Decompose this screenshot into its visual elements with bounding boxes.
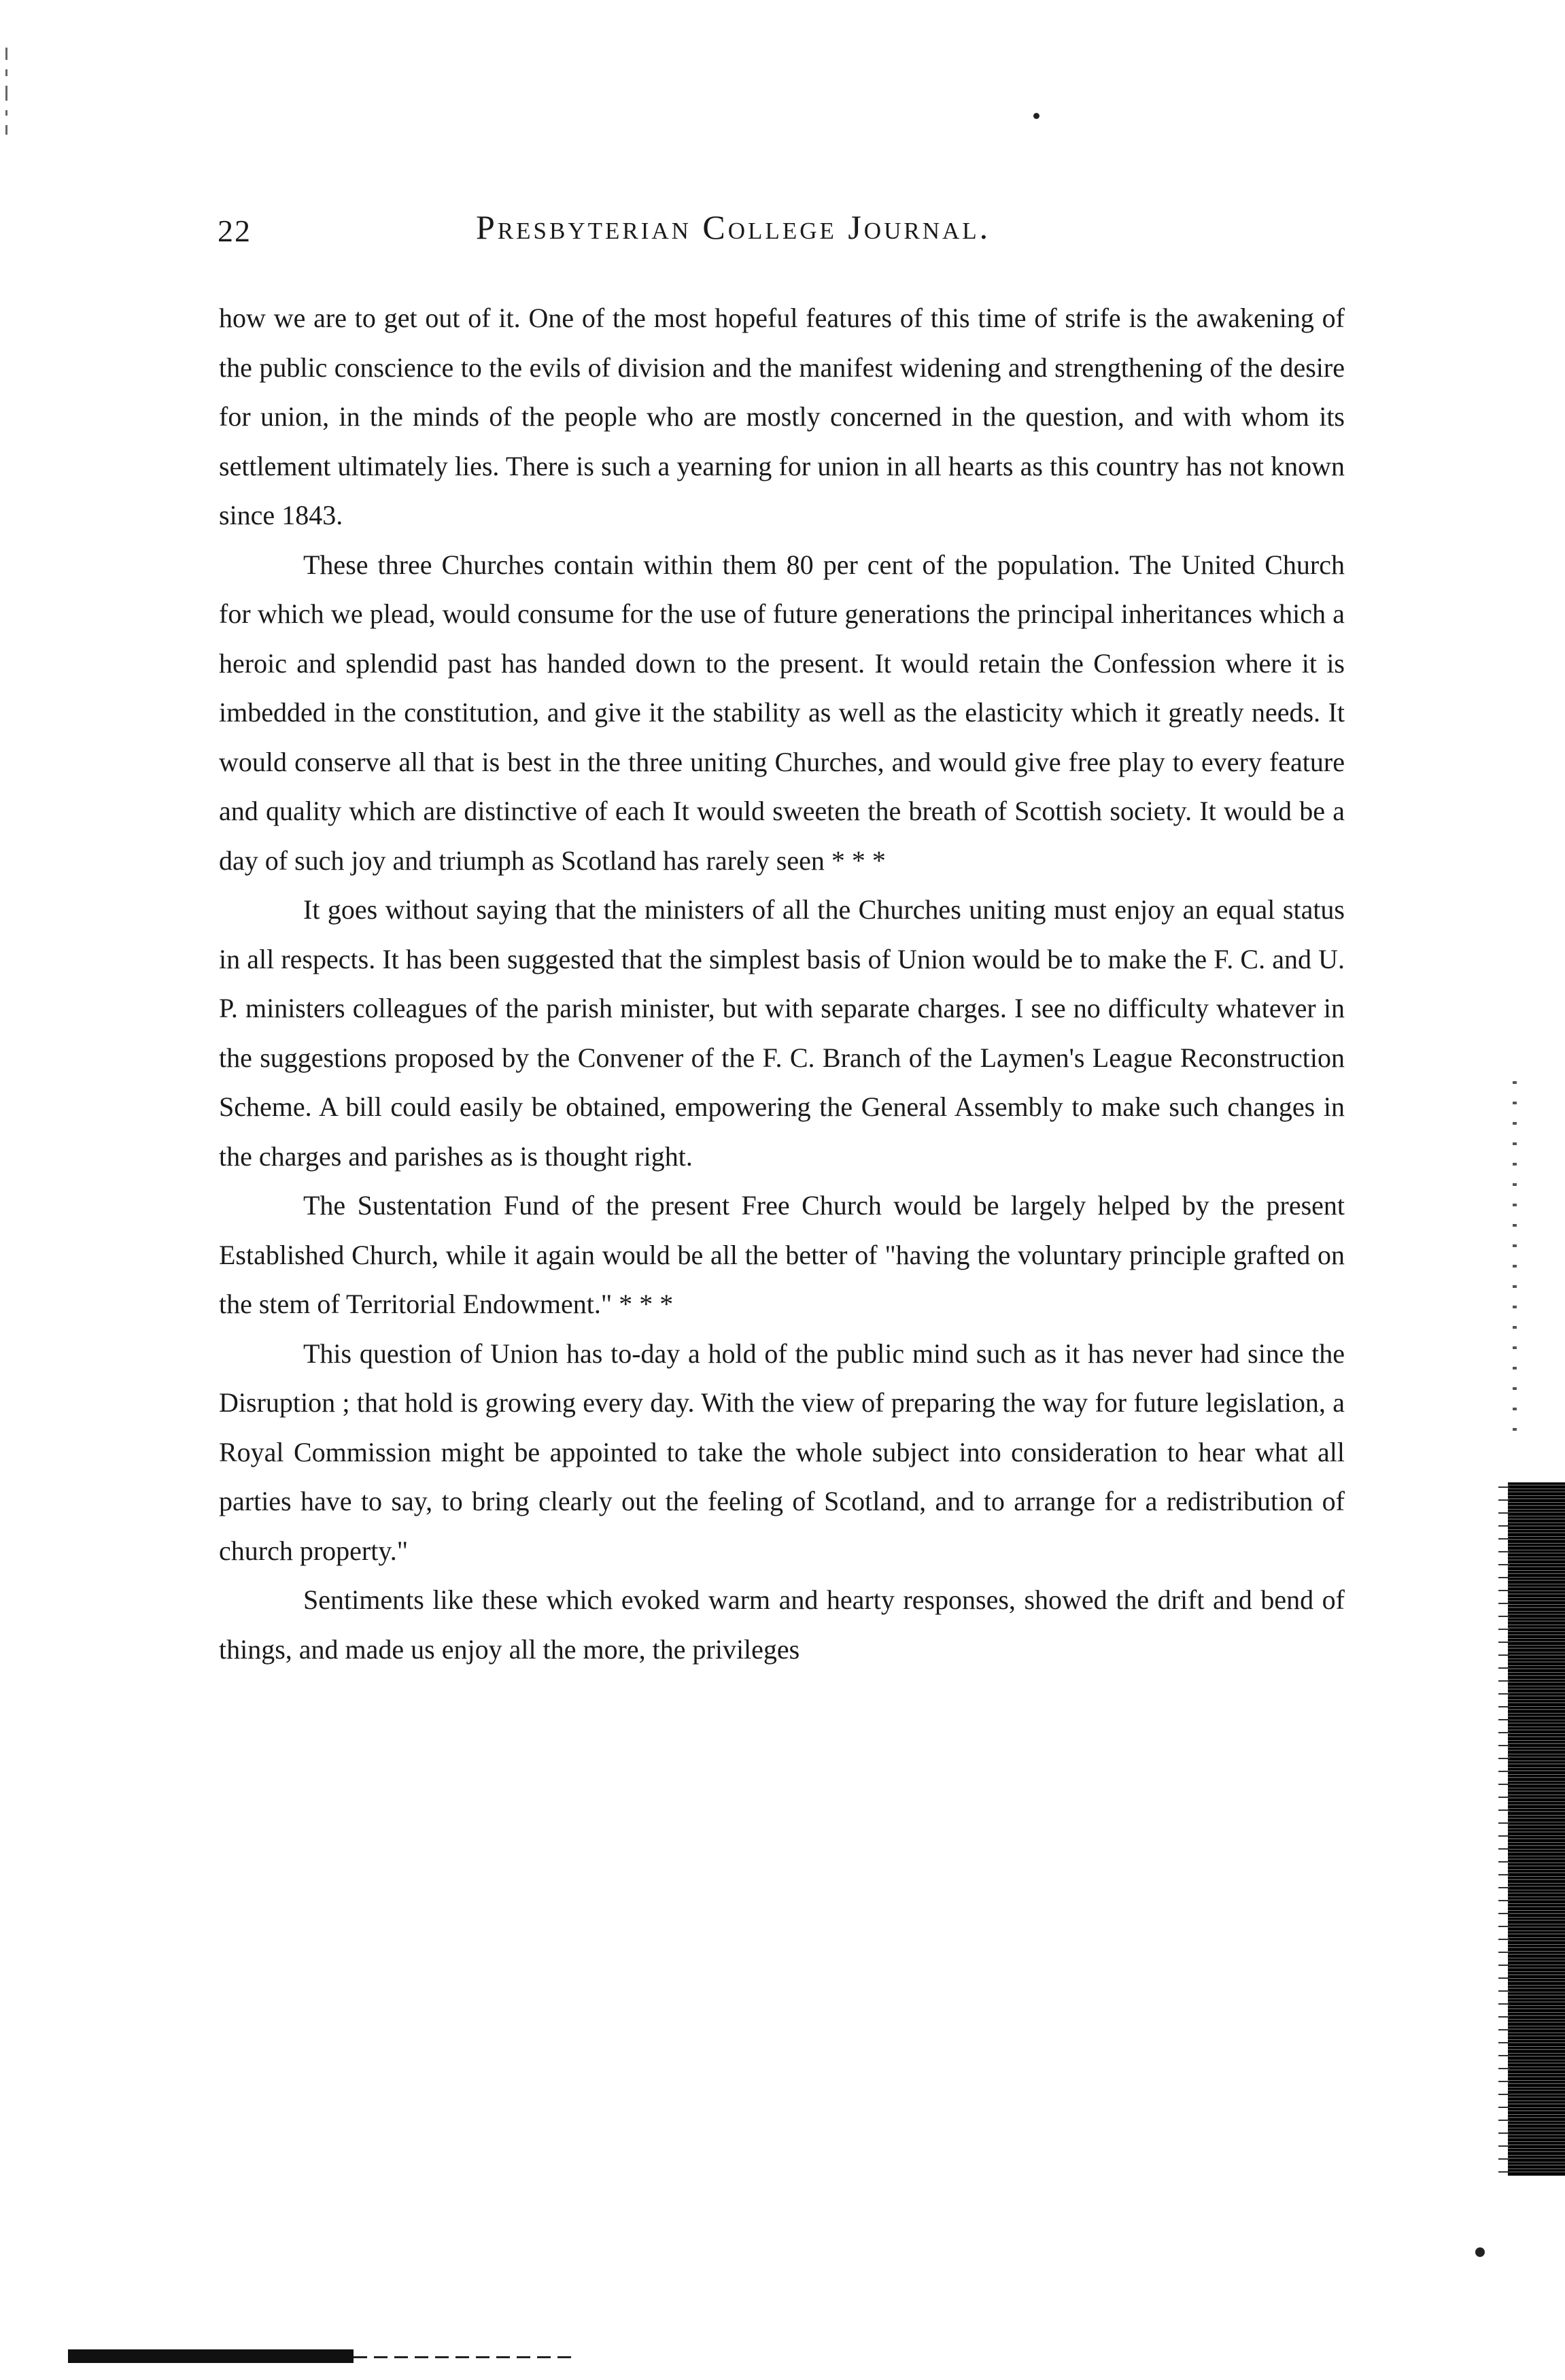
scan-binding-shadow — [1508, 1482, 1565, 2176]
scan-edge-ticks — [1513, 1081, 1526, 1462]
scan-dot-top — [1033, 113, 1039, 119]
paragraph-2: These three Churches contain within them 80 per cent of the population. The United Church for which we plead, would consume for the use of future generations the principal inheritances which a heroic and splendid past has handed down to the present. It would retain the Confession where it is imbedded in the constitution, and give it the stability as well as the elasticity which it greatly needs. It would conserve all that is best in the three uniting Churches, and would give free play to every feature and quality which are distinctive of each It would sweeten the breath of Scottish society. It would be a day of such joy and triumph as Scotland has rarely seen * * * — [219, 549, 1345, 876]
paragraph-1: how we are to get out of it. One of the most hopeful features of this time of strife is the awakening of the public conscience to the evils of division and the manifest widening and strengthening of the desire for union, in the minds of the people who are mostly concerned in the question, and with whom its settlement ultimately lies. There is such a yearning for union in all hearts as this country has not known since 1843. — [219, 303, 1345, 530]
page-header — [218, 207, 1428, 269]
scan-bottom-dashes — [354, 2356, 578, 2358]
scan-speckle-left — [5, 48, 10, 211]
scan-dot-bottom-right — [1475, 2247, 1485, 2257]
paragraph-4: The Sustentation Fund of the present Free Church would be largely helped by the present Established Church, while it again would be all the better of "having the voluntary principle grafted on the stem of Territorial Endowment." * * * — [219, 1190, 1345, 1319]
page-number: 22 — [218, 214, 252, 248]
article-body — [219, 294, 1345, 1674]
paragraph-5: This question of Union has to-day a hold of the public mind such as it has never had since the Disruption ; that hold is growing every day. With the view of preparing the way for future legislation, a Royal Commission might be appointed to take the whole subject into consideration to hear what all parties have to say, to bring clearly out the feeling of Scotland, and to arrange for a redistribution of church property." — [219, 1338, 1345, 1566]
paragraph-6: Sentiments like these which evoked warm and hearty responses, showed the drift and bend of things, and made us enjoy all the more, the privileges — [219, 1584, 1345, 1665]
paragraph-3: It goes without saying that the ministers of all the Churches uniting must enjoy an equal status in all respects. It has been suggested that the simplest basis of Union would be to make the F. C. and U. P. ministers colleagues of the parish minister, but with separate charges. I see no difficulty whatever in the suggestions proposed by the Convener of the F. C. Branch of the Laymen's League Reconstruction Scheme. A bill could easily be obtained, empowering the General Assembly to make such changes in the charges and parishes as is thought right. — [219, 894, 1345, 1172]
scan-bottom-bar — [68, 2349, 354, 2363]
running-title: Presbyterian College Journal. — [476, 208, 991, 246]
